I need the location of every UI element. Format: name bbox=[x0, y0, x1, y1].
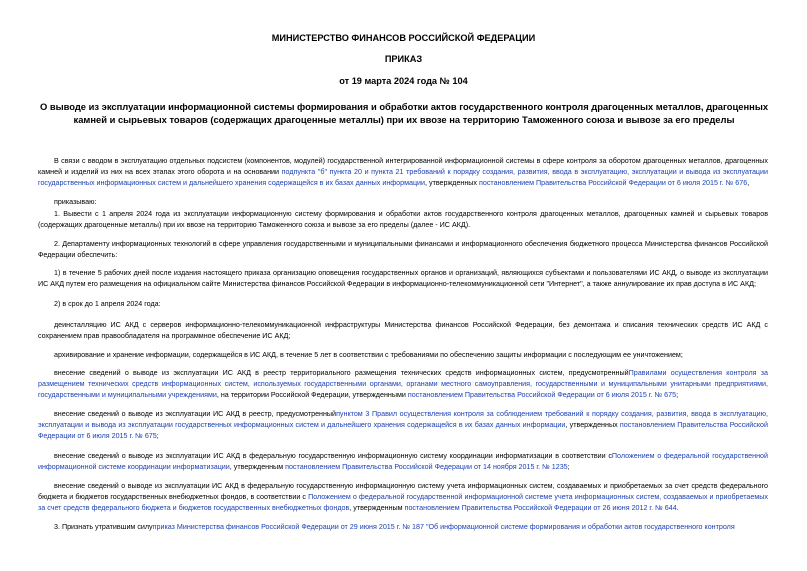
paragraph-2-2: 2) в срок до 1 апреля 2024 года: bbox=[54, 300, 161, 308]
bullet-uninstall: деинсталляцию ИС АКД с серверов информационно-телекоммуникационной инфраструктуры Министерства финансов Российской Федерации, без демонтажа и списания технических средств ИС АКД с сохранением прав правообладателя на программное обеспечение ИС АКД; bbox=[38, 321, 768, 340]
p3-text-1: 3. Признать утратившим силу bbox=[54, 523, 153, 531]
link-resolution-1235[interactable]: постановлением Правительства Российской Федерации от 14 ноября 2015 г. № 1235 bbox=[285, 462, 568, 471]
b3-text-3: ; bbox=[676, 390, 679, 399]
link-resolution-675-a[interactable]: постановлением Правительства Российской Федерации от 6 июля 2015 г. № 675 bbox=[407, 390, 677, 399]
link-control-rules[interactable]: пунктом 3 Правил осуществления контроля за соблюдением требований к порядку создания, развития, ввода в эксплуатацию, эксплуатации и вывода из эксплуатации государственных информационных систем и дальнейшего хранения содержащейся в их базах данных информации bbox=[38, 410, 768, 429]
b3-text-2: , на территории Российской Федерации, утвержденными bbox=[216, 390, 408, 399]
b4-text-3: ; bbox=[156, 431, 159, 440]
document-title: О выводе из эксплуатации информационной системы формирования и обработки актов государственного контроля драгоценных металлов, драгоценных камней и сырьевых товаров (содержащих драгоценные металлы) при их ввозе на территорию Таможенного союза и вывозе за его пределы bbox=[39, 101, 769, 125]
link-resolution-644[interactable]: постановлением Правительства Российской Федерации от 26 июня 2012 г. № 644 bbox=[404, 503, 677, 512]
bullet-coordination-system bbox=[38, 451, 768, 473]
paragraph-2: 2. Департаменту информационных технологий в сфере управления государственными и муниципальными финансами и информационного обеспечения бюджетного процесса Министерства финансов Российской Федерации обеспечить: bbox=[38, 240, 768, 259]
bullet-registry-placement bbox=[38, 368, 768, 401]
orders-line: приказываю: bbox=[54, 198, 97, 206]
link-resolution-675-b[interactable]: постановлением Правительства Российской Федерации от 6 июля 2015 г. № 675 bbox=[38, 420, 768, 440]
link-placement-rules[interactable]: Правилами осуществления контроля за размещением технических средств информационных систем, используемых государственными органами, органами местного самоуправления, государственными и муниципальными унитарными предприятиями, государственными и муниципальными учреждениями bbox=[38, 369, 768, 399]
b5-text-2: , утвержденным bbox=[229, 462, 286, 471]
bullet-registry-control bbox=[38, 409, 768, 442]
link-coordination-regulation[interactable]: Положением о федеральной государственной информационной системе координации информатизации bbox=[38, 452, 768, 471]
bullet-accounting-system bbox=[38, 481, 768, 514]
doc-type-heading: ПРИКАЗ bbox=[384, 54, 423, 64]
b4-text-1: внесение сведений о выводе из эксплуатации ИС АКД в реестр, предусмотренный bbox=[54, 410, 337, 418]
b6-text-3: . bbox=[676, 503, 679, 512]
date-number-heading: от 19 марта 2024 года № 104 bbox=[339, 76, 468, 86]
paragraph-1: 1. Вывести с 1 апреля 2024 года из эксплуатации информационную систему формирования и обработки актов государственного контроля драгоценных металлов, драгоценных камней и сырьевых товаров (содержащих драгоценные металлы) при их ввозе на территорию Таможенного союза и вывозе за его пределы (далее - ИС АКД). bbox=[38, 210, 768, 229]
b6-text-2: , утвержденным bbox=[349, 503, 405, 512]
b3-text-1: внесение сведений о выводе из эксплуатации ИС АКД в реестр территориального размещения технических средств информационных систем, предусмотренный bbox=[54, 369, 629, 377]
b4-text-2: , утвержденных bbox=[565, 420, 620, 429]
bullet-archive: архивирование и хранение информации, содержащейся в ИС АКД, в течение 5 лет в соответствии с требованиями по обеспечению защиты информации с последующим ее уничтожением; bbox=[54, 351, 683, 359]
link-accounting-regulation[interactable]: Положением о федеральной государственной информационной системе учета информационных систем, создаваемых и приобретаемых за счет средств федерального бюджета и бюджетов государственных внебюджетных фондов bbox=[38, 492, 768, 512]
ministry-heading: МИНИСТЕРСТВО ФИНАНСОВ РОССИЙСКОЙ ФЕДЕРАЦИИ bbox=[271, 33, 536, 43]
intro-text-1: В связи с вводом в эксплуатацию отдельных подсистем (компонентов, модулей) государственной интегрированной информационной системы в сфере контроля за оборотом драгоценных металлов, драгоценных камней и изделий из них на всех этапах этого оборота и на основании bbox=[38, 157, 768, 176]
intro-paragraph bbox=[38, 156, 768, 189]
link-requirements[interactable]: подпункта "б" пункта 20 и пункта 21 требований к порядку создания, развития, ввода в эксплуатацию, эксплуатации и вывода из эксплуатации государственных информационных систем и дальнейшего хранения содержащейся в их базах данных информации bbox=[38, 167, 768, 187]
b5-text-3: ; bbox=[567, 462, 570, 471]
intro-text-2: , утвержденных bbox=[425, 178, 479, 187]
link-resolution-676[interactable]: постановлением Правительства Российской Федерации от 6 июля 2015 г. № 676 bbox=[478, 178, 748, 187]
paragraph-2-1: 1) в течение 5 рабочих дней после издания настоящего приказа организацию оповещения государственных органов и организаций, являющихся субъектами и пользователями ИС АКД, о выводе из эксплуатации ИС АКД путем его размещения на официальном сайте Министерства финансов Российской Федерации в информационно-телекоммуникационной сети "Интернет", а также аннулирование их прав доступа в ИС АКД; bbox=[38, 269, 768, 288]
paragraph-3 bbox=[38, 522, 768, 533]
intro-text-3: , bbox=[747, 178, 750, 187]
b5-text-1: внесение сведений о выводе из эксплуатации ИС АКД в федеральную государственную информационную систему координации информатизации в соответствии с bbox=[54, 452, 612, 460]
link-order-187[interactable]: приказ Министерства финансов Российской Федерации от 29 июня 2015 г. № 187 "Об информационной системе формирования и обработки актов государственного контроля bbox=[152, 523, 735, 531]
b6-text-1: внесение сведений о выводе из эксплуатации ИС АКД в федеральную государственную информационную систему учета информационных систем, создаваемых и приобретаемых за счет средств федерального бюджета и бюджетов государственных внебюджетных фондов, в соответствии с bbox=[38, 482, 768, 501]
